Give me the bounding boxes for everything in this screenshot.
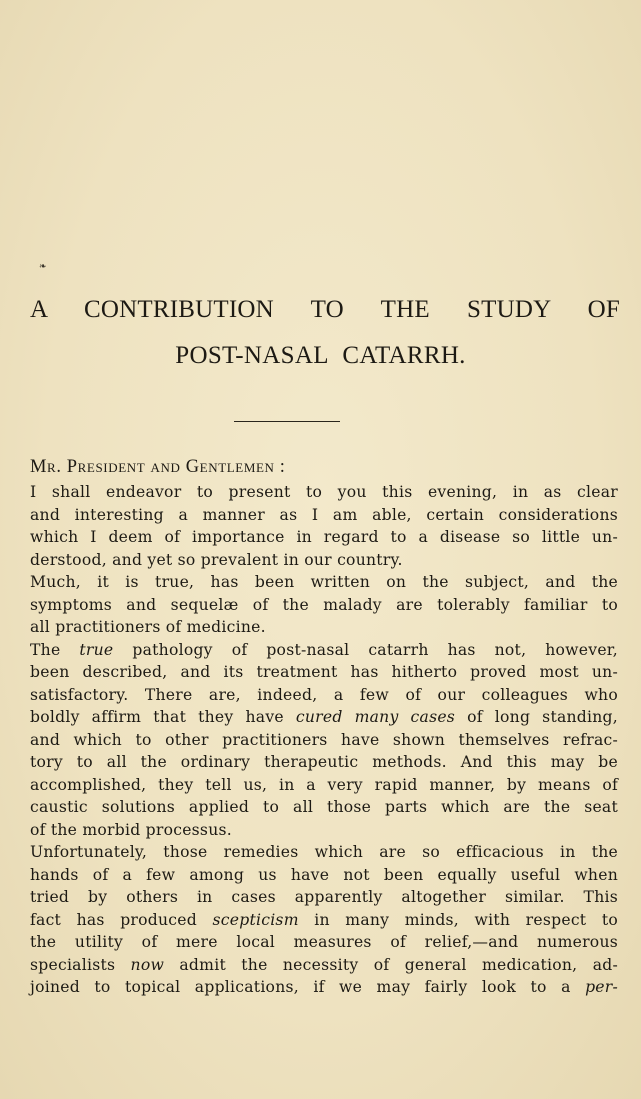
body-line — [30, 616, 618, 639]
body-line-emphasis: scepticism — [212, 910, 299, 929]
body-line-emphasis: cured many cases — [295, 708, 456, 726]
body-line — [30, 729, 618, 752]
title-line-1: A CONTRIBUTION TO THE STUDY OF — [30, 296, 620, 323]
body-line — [30, 684, 618, 707]
body-line-text: symptoms and sequelæ of the malady are tolerably familiar to — [30, 595, 618, 614]
body-line — [30, 886, 618, 909]
body-line-text: in many minds, with respect to — [298, 910, 618, 929]
body-line-text: tory to all the ordinary therapeutic methods. And this may be — [30, 753, 618, 771]
body-text — [30, 481, 618, 999]
body-line-text: pathology of post-nasal catarrh has not, however, — [113, 640, 618, 659]
body-line — [30, 774, 618, 797]
body-line-text: derstood, and yet so prevalent in our country. — [30, 550, 403, 569]
body-line-text: tried by others in cases apparently altogether similar. This — [30, 888, 618, 906]
body-line-text: fact has produced — [30, 910, 213, 929]
body-line — [30, 504, 618, 527]
body-line-text: and which to other practitioners have shown themselves refrac- — [30, 730, 618, 749]
body-line — [30, 751, 618, 774]
body-line-text: joined to topical applications, if we may fairly look to a — [30, 978, 586, 996]
body-line — [30, 639, 618, 662]
page-mark: ❧ — [39, 262, 47, 272]
salutation: Mr. President and Gentlemen : — [30, 457, 286, 477]
body-line — [30, 796, 618, 819]
body-line — [30, 526, 618, 549]
body-line-text: the utility of mere local measures of relief,—and numerous — [30, 933, 618, 951]
body-line — [30, 976, 618, 999]
body-line-text: all practitioners of medicine. — [30, 618, 266, 636]
body-line — [30, 841, 618, 864]
body-line-text: The — [30, 640, 80, 659]
body-line-text: which I deem of importance in regard to a disease so little un- — [30, 528, 618, 546]
body-line — [30, 864, 618, 887]
body-line-text: of the morbid processus. — [30, 820, 232, 839]
body-line-text: Unfortunately, those remedies which are so efficacious in the — [30, 843, 618, 861]
body-line-text: accomplished, they tell us, in a very rapid manner, by means of — [30, 775, 618, 794]
body-line — [30, 571, 618, 594]
body-line — [30, 706, 618, 729]
body-line — [30, 954, 618, 977]
body-line-text: boldly affirm that they have — [30, 708, 296, 726]
body-line-text: caustic solutions applied to all those parts which are the seat — [30, 798, 618, 816]
body-line — [30, 594, 618, 617]
body-line-text: been described, and its treatment has hitherto proved most un- — [30, 663, 618, 681]
body-line-text: Much, it is true, has been written on the subject, and the — [30, 573, 618, 591]
body-line — [30, 661, 618, 684]
body-line-text: admit the necessity of general medication, ad- — [164, 955, 618, 974]
body-line-emphasis: per- — [585, 978, 618, 996]
body-line-text: I shall endeavor to present to you this evening, in as clear — [30, 483, 618, 501]
body-line — [30, 931, 618, 954]
body-line-text: specialists — [30, 955, 131, 974]
title-line-2: POST-NASAL CATARRH. — [175, 342, 466, 369]
body-line — [30, 909, 618, 932]
body-line-emphasis: now — [130, 955, 165, 974]
body-line-text: hands of a few among us have not been equally useful when — [30, 865, 618, 884]
body-line-text: satisfactory. There are, indeed, a few of our colleagues who — [30, 685, 618, 704]
title-rule — [234, 421, 340, 422]
body-line-emphasis: true — [79, 640, 114, 659]
body-line — [30, 481, 618, 504]
body-line — [30, 819, 618, 842]
body-line-text: and interesting a manner as I am able, certain considerations — [30, 505, 618, 524]
body-line — [30, 549, 618, 572]
body-line-text: of long standing, — [455, 708, 618, 726]
